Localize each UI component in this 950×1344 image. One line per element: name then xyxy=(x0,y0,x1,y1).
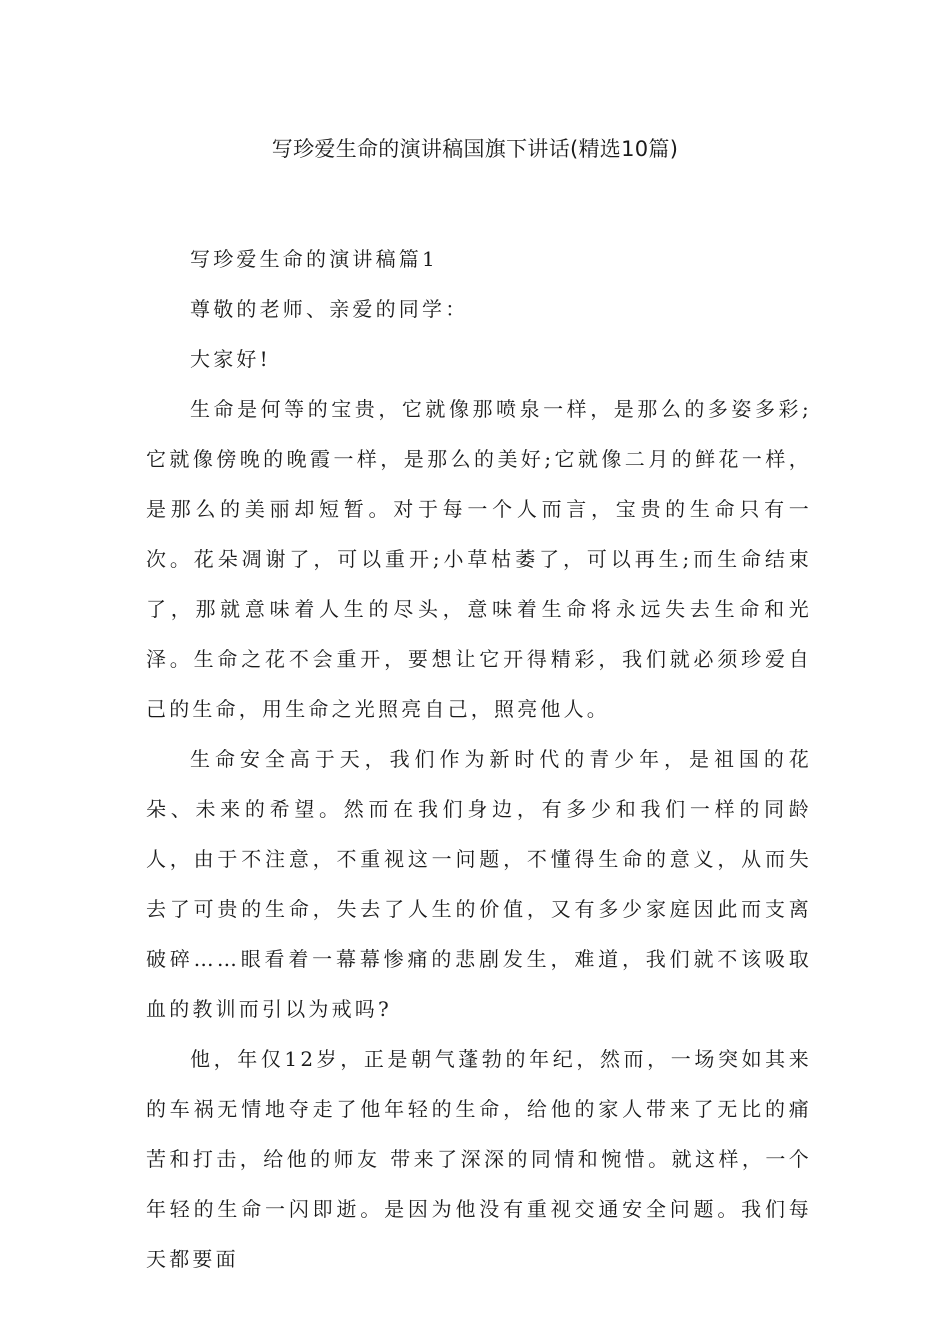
greeting: 大家好! xyxy=(190,347,271,371)
document-body xyxy=(146,234,812,1284)
section-heading: 写珍爱生命的演讲稿篇1 xyxy=(190,247,438,271)
salutation: 尊敬的老师、亲爱的同学： xyxy=(190,297,469,321)
body-paragraph: 生命安全高于天，我们作为新时代的青少年，是祖国的花朵、未来的希望。然而在我们身边，有多少和我们一样的同龄人，由于不注意，不重视这一问题，不懂得生命的意义，从而失去了可贵的生命，失去了人生的价值，又有多少家庭因此而支离破碎……眼看着一幕幕惨痛的悲剧发生，难道，我们就不该吸取血的教训而引以为戒吗? xyxy=(146,747,812,1021)
document-title: 写珍爱生命的演讲稿国旗下讲话(精选10篇) xyxy=(271,137,679,161)
body-paragraph: 生命是何等的宝贵，它就像那喷泉一样，是那么的多姿多彩;它就像傍晚的晚霞一样，是那么的美好;它就像二月的鲜花一样，是那么的美丽却短暂。对于每一个人而言，宝贵的生命只有一次。花朵凋谢了，可以重开;小草枯萎了，可以再生;而生命结束了，那就意味着人生的尽头，意味着生命将永远失去生命和光泽。生命之花不会重开，要想让它开得精彩，我们就必须珍爱自己的生命，用生命之光照亮自己，照亮他人。 xyxy=(146,397,812,721)
body-paragraph: 他，年仅12岁，正是朝气蓬勃的年纪，然而，一场突如其来的车祸无情地夺走了他年轻的生命，给他的家人带来了无比的痛苦和打击，给他的师友 带来了深深的同情和惋惜。就这样，一个年轻的生命一闪即逝。是因为他没有重视交通安全问题。我们每天都要面 xyxy=(146,1047,812,1271)
